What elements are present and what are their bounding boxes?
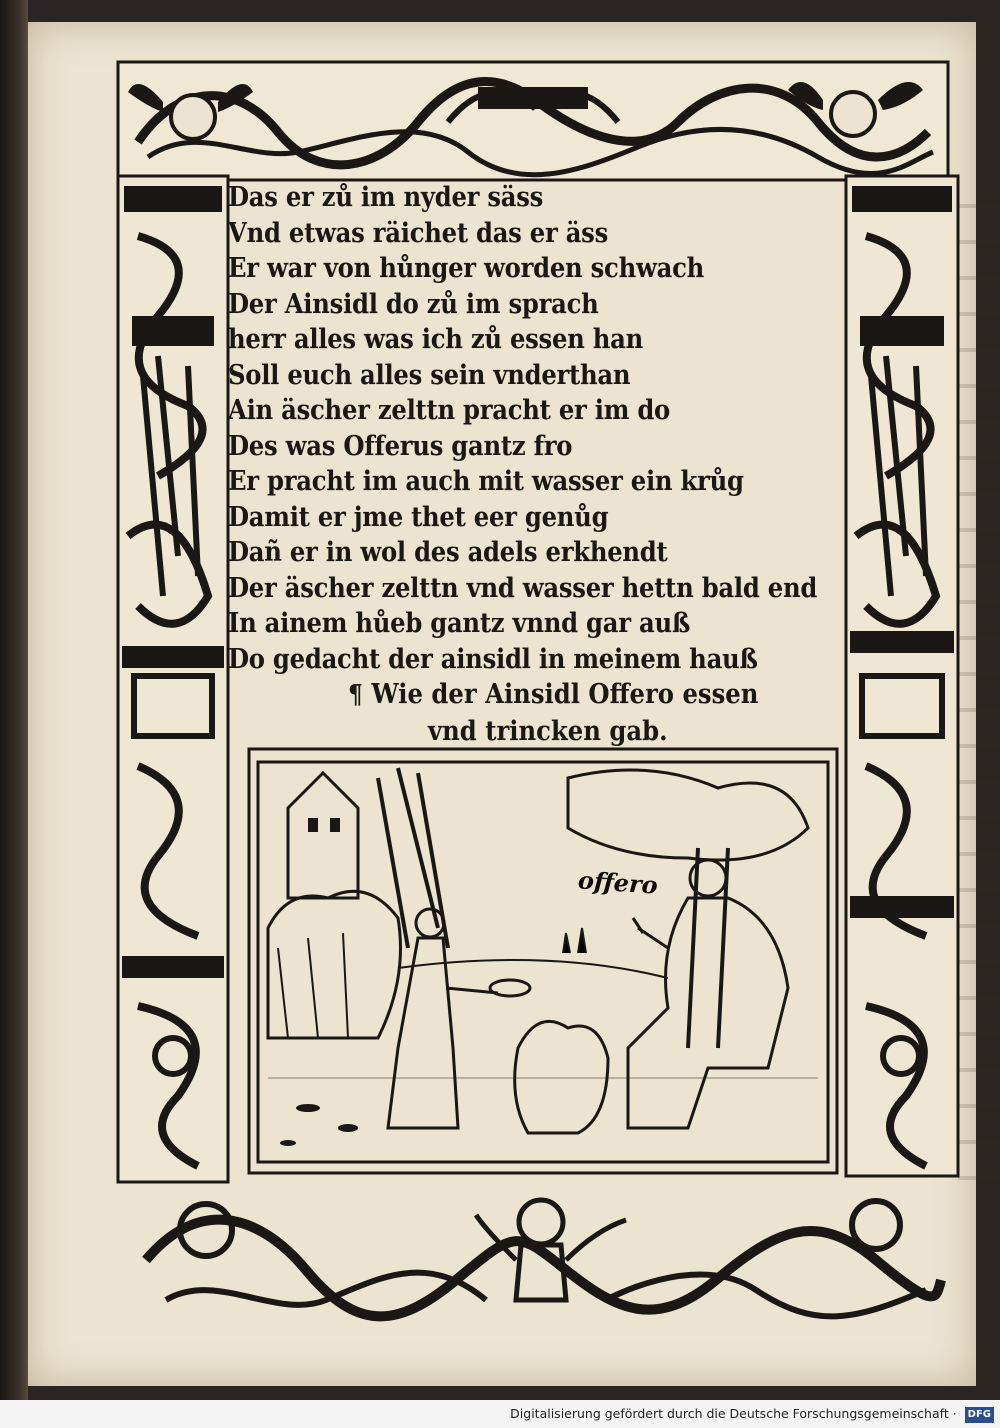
verse-line: Er war von hůnger worden schwach	[228, 253, 705, 284]
verse-line: Der Ainsidl do zů im sprach	[228, 288, 599, 320]
footer-credit: Digitalisierung gefördert durch die Deutsche Forschungsgemeinschaft ·	[510, 1406, 957, 1421]
bottom-ornament-border	[136, 1190, 946, 1338]
show-through-text	[958, 182, 1000, 1182]
verse-text-block	[228, 180, 848, 749]
verse-line: Ain äscher zelttn pracht er im do	[228, 395, 670, 426]
verse-line: Soll euch alles sein vnderthan	[228, 359, 631, 391]
left-column-ornament	[118, 176, 228, 1182]
top-ornament-border	[118, 62, 948, 180]
verse-line: Dañ er in wol des adels erkhendt	[228, 537, 668, 568]
verse-line: In ainem hůeb gantz vnnd gar auß	[228, 608, 691, 639]
verse-line: Der äscher zelttn vnd wasser hettn bald end	[228, 572, 818, 604]
verse-line: Do gedacht der ainsidl in meinem hauß	[228, 643, 758, 675]
digitization-footer	[0, 1400, 1000, 1428]
verse-line: herr alles was ich zů essen han	[228, 324, 644, 355]
caption-text: Wie der Ainsidl Offero essen	[371, 679, 759, 710]
verse-line: Vnd etwas räichet das er äss	[228, 217, 608, 249]
dfg-logo: DFG	[965, 1407, 994, 1423]
book-spine-edge	[0, 0, 28, 1428]
right-column-ornament	[846, 176, 958, 1176]
section-caption-line-2: vnd trincken gab.	[428, 715, 668, 747]
pilcrow-icon: ¶	[348, 680, 363, 710]
verse-line: Des was Offerus gantz fro	[228, 430, 573, 462]
verse-line: Damit er jme thet eer genůg	[228, 501, 609, 533]
woodcut-illustration	[248, 748, 838, 1174]
verse-line: Er pracht im auch mit wasser ein krůg	[228, 466, 744, 497]
verse-line: Das er zů im nyder säss	[228, 182, 544, 213]
section-caption-line-1	[348, 677, 798, 714]
handwritten-annotation: offero	[577, 865, 659, 900]
